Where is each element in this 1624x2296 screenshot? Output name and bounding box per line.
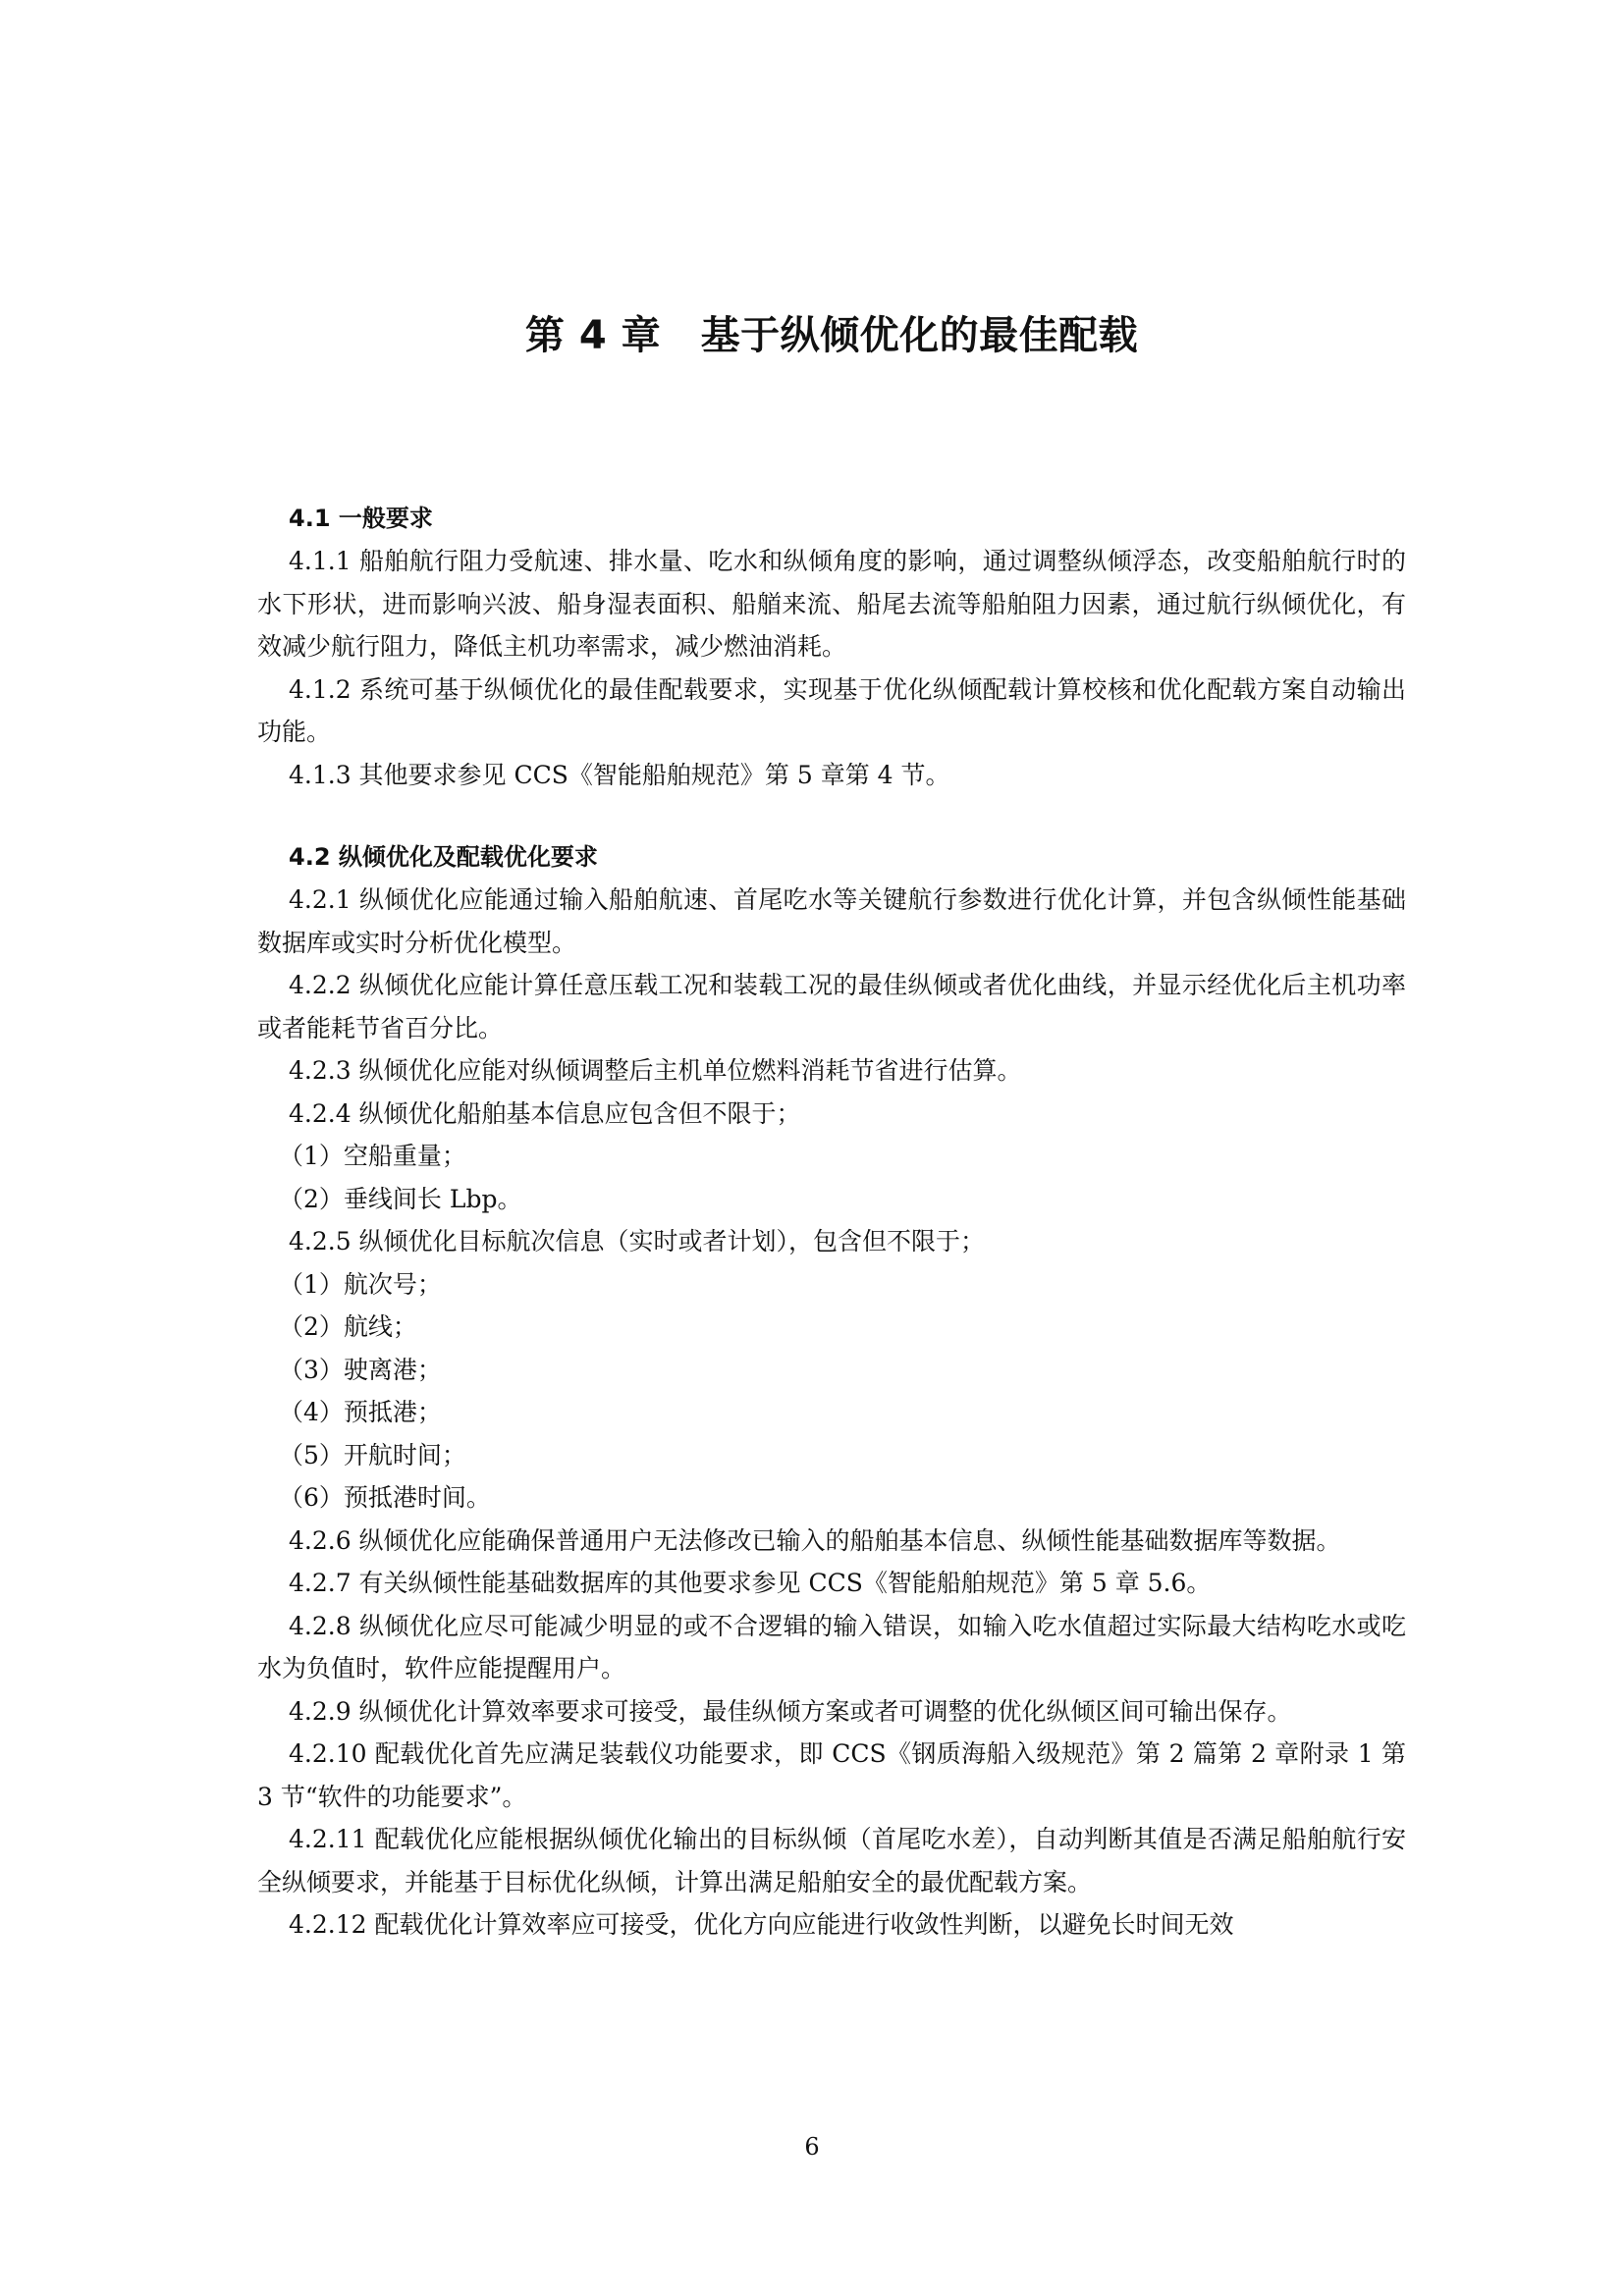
clause-4-2-4: 4.2.4 纵倾优化船舶基本信息应包含但不限于；	[289, 1098, 801, 1128]
section-4-2	[257, 835, 1406, 1947]
section-title: 4.2 纵倾优化及配载优化要求	[289, 843, 598, 871]
list-item: （1）航次号；	[279, 1269, 442, 1299]
clause-4-2-3: 4.2.3 纵倾优化应能对纵倾调整后主机单位燃料消耗节省进行估算。	[289, 1056, 1022, 1085]
clause-4-2-6: 4.2.6 纵倾优化应能确保普通用户无法修改已输入的船舶基本信息、纵倾性能基础数据库等数据。	[289, 1525, 1341, 1555]
clause-4-2-1: 4.2.1 纵倾优化应能通过输入船舶航速、首尾吃水等关键航行参数进行优化计算，并包含纵倾性能基础数据库或实时分析优化模型。	[257, 885, 1406, 957]
clause-4-2-7: 4.2.7 有关纵倾性能基础数据库的其他要求参见 CCS《智能船舶规范》第 5 章 5.6。	[289, 1569, 1212, 1597]
clause-4-2-5: 4.2.5 纵倾优化目标航次信息（实时或者计划），包含但不限于；	[289, 1227, 986, 1255]
list-item: （4）预抵港；	[279, 1398, 442, 1426]
list-item: （6）预抵港时间。	[279, 1483, 491, 1512]
section-4-1	[257, 497, 1406, 796]
chapter-title: 第 4 章 基于纵倾优化的最佳配载	[524, 313, 1139, 358]
clause-4-2-2: 4.2.2 纵倾优化应能计算任意压载工况和装载工况的最佳纵倾或者优化曲线，并显示经优化后主机功率或者能耗节省百分比。	[257, 971, 1406, 1042]
page-content	[257, 304, 1406, 1986]
clause-4-1-3: 4.1.3 其他要求参见 CCS《智能船舶规范》第 5 章第 4 节。	[289, 760, 950, 789]
clause-4-2-11: 4.2.11 配载优化应能根据纵倾优化输出的目标纵倾（首尾吃水差），自动判断其值是否满足船舶航行安全纵倾要求，并能基于目标优化纵倾，计算出满足船舶安全的最优配载方案。	[257, 1825, 1406, 1896]
list-item: （2）垂线间长 Lbp。	[279, 1184, 522, 1213]
page-number: 6	[804, 2133, 820, 2161]
clause-4-1-2: 4.1.2 系统可基于纵倾优化的最佳配载要求，实现基于优化纵倾配载计算校核和优化配载方案自动输出功能。	[257, 674, 1406, 746]
clause-4-2-9: 4.2.9 纵倾优化计算效率要求可接受，最佳纵倾方案或者可调整的优化纵倾区间可输出保存。	[289, 1696, 1292, 1726]
list-item: （1）空船重量；	[279, 1142, 466, 1170]
section-title: 4.1 一般要求	[289, 505, 433, 532]
clause-4-2-10: 4.2.10 配载优化首先应满足装载仪功能要求，即 CCS《钢质海船入级规范》第 2 篇第 2 章附录 1 第 3 节“软件的功能要求”。	[257, 1739, 1406, 1811]
clause-4-1-1: 4.1.1 船舶航行阻力受航速、排水量、吃水和纵倾角度的影响，通过调整纵倾浮态，改变船舶航行时的水下形状，进而影响兴波、船身湿表面积、船艏来流、船尾去流等船舶阻力因素，通过航行纵倾优化，有效减少航行阻力，降低主机功率需求，减少燃油消耗。	[257, 547, 1406, 661]
list-item: （5）开航时间；	[279, 1440, 466, 1469]
clause-4-2-12: 4.2.12 配载优化计算效率应可接受，优化方向应能进行收敛性判断，以避免长时间无效	[289, 1910, 1234, 1939]
list-item: （2）航线；	[279, 1312, 417, 1341]
clause-4-2-8: 4.2.8 纵倾优化应尽可能减少明显的或不合逻辑的输入错误，如输入吃水值超过实际最大结构吃水或吃水为负值时，软件应能提醒用户。	[257, 1611, 1406, 1682]
list-item: （3）驶离港；	[279, 1355, 442, 1384]
